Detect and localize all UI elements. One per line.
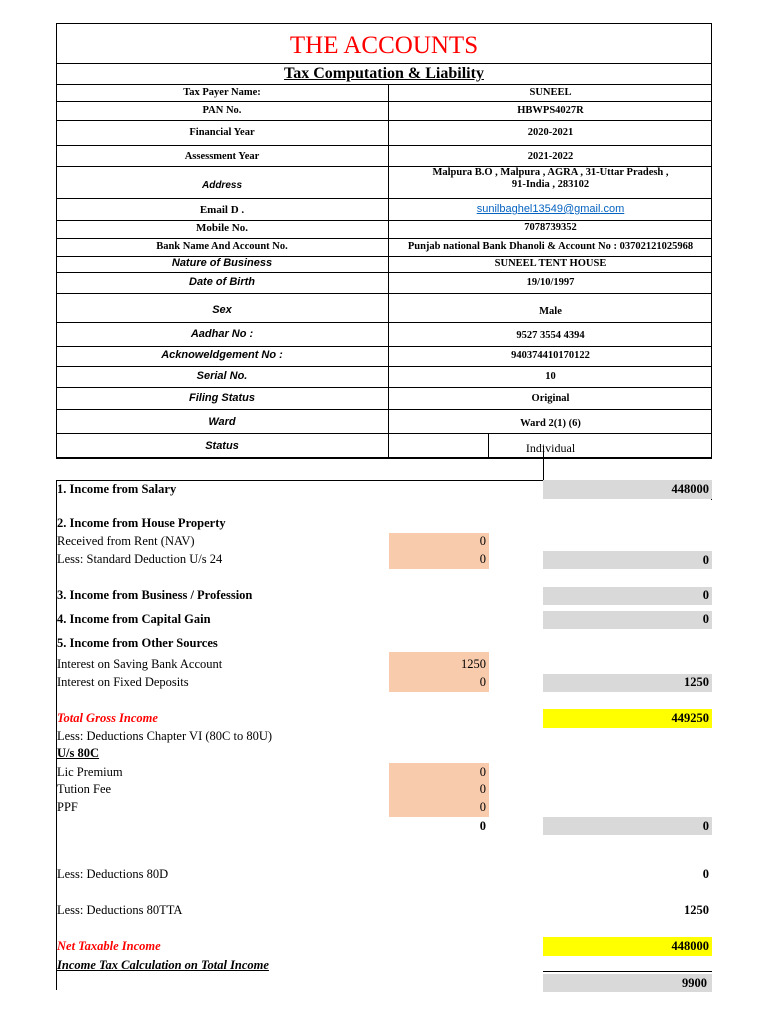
sb-interest-value[interactable]: 1250 [461, 657, 486, 671]
address-line-2: 91-India , 283102 [511, 179, 590, 190]
info-label: Filing Status [189, 392, 255, 404]
date-of-birth: 19/10/1997 [526, 277, 575, 288]
page-title: THE ACCOUNTS [289, 32, 479, 59]
net-income-total: 448000 [671, 939, 709, 953]
fd-interest-value[interactable]: 0 [479, 675, 486, 689]
rent-label: Received from Rent (NAV) [57, 534, 195, 548]
info-label: Aadhar No : [190, 328, 254, 340]
tax-calc-total: 9900 [682, 976, 707, 990]
info-label: Status [205, 440, 239, 452]
salary-label: 1. Income from Salary [57, 482, 177, 496]
house-property-label: 2. Income from House Property [57, 516, 226, 530]
serial-number: 10 [545, 371, 556, 382]
sex-value: Male [539, 306, 562, 317]
tution-value[interactable]: 0 [479, 782, 486, 796]
info-label: Tax Payer Name: [183, 87, 261, 98]
d80d-label: Less: Deductions 80D [57, 867, 169, 881]
info-label: Acknoweldgement No : [161, 349, 283, 361]
status-value: Individual [525, 441, 576, 455]
capital-gain-total: 0 [702, 612, 709, 626]
d80tta-total: 1250 [684, 903, 709, 917]
tution-label: Tution Fee [57, 782, 112, 796]
capital-gain-label: 4. Income from Capital Gain [57, 612, 211, 626]
info-label: Ward [208, 416, 236, 428]
address-line-1: Malpura B.O , Malpura , AGRA , 31-Uttar Pradesh , [432, 167, 669, 178]
ward-value: Ward 2(1) (6) [520, 418, 581, 429]
ppf-value[interactable]: 0 [479, 800, 486, 814]
d80tta-label: Less: Deductions 80TTA [57, 903, 183, 917]
house-property-total: 0 [702, 553, 709, 567]
assessment-year: 2021-2022 [527, 151, 574, 162]
info-label: Financial Year [189, 127, 255, 138]
acknowledgement-number: 940374410170122 [511, 350, 590, 361]
other-sources-total: 1250 [684, 675, 709, 689]
info-label: Nature of Business [171, 257, 273, 269]
info-label: PAN No. [202, 105, 242, 116]
mobile-number: 7078739352 [524, 222, 577, 233]
sb-interest-label: Interest on Saving Bank Account [57, 657, 223, 671]
bank-account: Punjab national Bank Dhanoli & Account No : 03702121025968 [407, 241, 694, 252]
fd-interest-label: Interest on Fixed Deposits [57, 675, 189, 689]
info-label: Date of Birth [189, 276, 255, 288]
pan-number: HBWPS4027R [517, 105, 584, 116]
std-deduction-value[interactable]: 0 [479, 552, 486, 566]
std-deduction-label: Less: Standard Deduction U/s 24 [57, 552, 223, 566]
info-label: Assessment Year [184, 151, 260, 162]
financial-year: 2020-2021 [527, 127, 574, 138]
aadhar-number: 9527 3554 4394 [516, 330, 585, 341]
info-label: Sex [212, 304, 232, 316]
deductions-total: 0 [702, 819, 709, 833]
salary-total: 448000 [671, 482, 709, 496]
gross-income-label: Total Gross Income [57, 711, 158, 725]
deductions-subtotal: 0 [479, 819, 486, 833]
rent-value[interactable]: 0 [479, 534, 486, 548]
tax-calc-label: Income Tax Calculation on Total Income [57, 958, 269, 972]
gross-income-total: 449250 [671, 711, 709, 725]
info-label: Bank Name And Account No. [156, 241, 288, 252]
business-name: SUNEEL TENT HOUSE [494, 258, 607, 269]
business-label: 3. Income from Business / Profession [57, 588, 253, 602]
business-total: 0 [702, 588, 709, 602]
net-income-label: Net Taxable Income [57, 939, 161, 953]
lic-label: Lic Premium [57, 765, 123, 779]
deductions-label: Less: Deductions Chapter VI (80C to 80U) [57, 729, 273, 743]
page-subtitle: Tax Computation & Liability [284, 65, 484, 82]
info-label: Mobile No. [196, 222, 248, 234]
info-label: Email D . [199, 204, 245, 216]
u80c-label: U/s 80C [57, 746, 100, 760]
taxpayer-name: SUNEEL [529, 87, 572, 98]
email-link[interactable]: sunilbaghel13549@gmail.com [476, 203, 625, 215]
filing-status: Original [531, 393, 570, 404]
info-label: Address [201, 180, 242, 191]
ppf-label: PPF [57, 800, 78, 814]
d80d-total: 0 [702, 867, 709, 881]
lic-value[interactable]: 0 [479, 765, 486, 779]
other-sources-label: 5. Income from Other Sources [57, 636, 218, 650]
info-label: Serial No. [196, 370, 248, 382]
